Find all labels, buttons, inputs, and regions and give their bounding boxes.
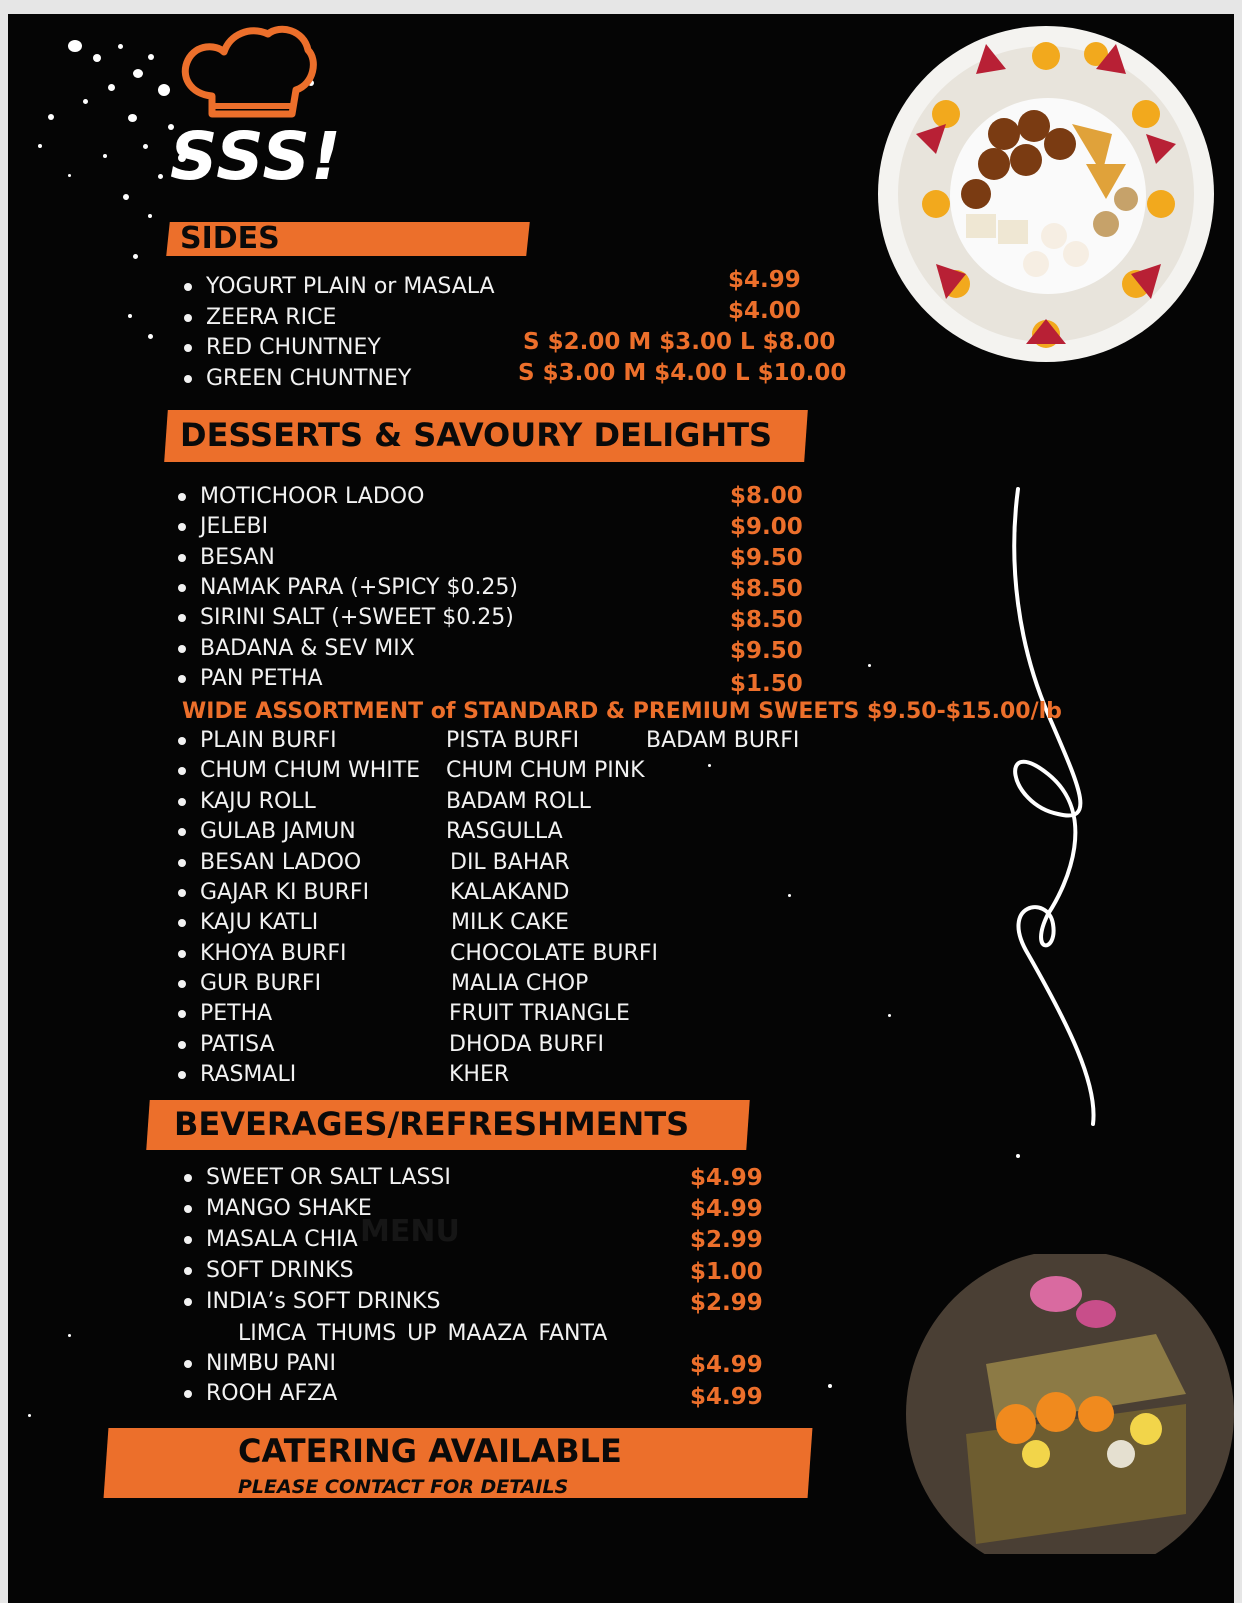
sides-item-price: $4.99 [728,267,801,293]
dessert-item-name: PAN PETHA [200,666,323,691]
beverage-item-price: $4.99 [690,1165,763,1191]
sweet-name: KHOYA BURFI [200,941,347,966]
dessert-item-name: BESAN [200,545,275,570]
sweet-name: CHUM CHUM WHITE [200,758,421,783]
sweet-name: MILK CAKE [451,910,569,935]
sweet-name: MALIA CHOP [451,971,589,996]
sweet-name: DHODA BURFI [449,1032,605,1057]
sweet-name: PATISA [200,1032,275,1057]
dessert-item-price: $9.50 [730,545,803,571]
dessert-item-name: BADANA & SEV MIX [200,636,415,661]
sweet-name: PLAIN BURFI [200,728,337,753]
sweet-name: RASGULLA [446,819,563,844]
catering-title: CATERING AVAILABLE [238,1432,622,1470]
sweet-name: KALAKAND [450,880,570,905]
dessert-item-name: NAMAK PARA (+SPICY $0.25) [200,575,519,600]
sweet-name: CHOCOLATE BURFI [450,941,658,966]
chef-hat-icon [172,16,322,126]
beverage-item-price: $1.00 [690,1259,763,1285]
assortment-note: WIDE ASSORTMENT of STANDARD & PREMIUM SWEETS $9.50-$15.00/lb [182,699,1062,724]
sweet-name: BADAM ROLL [446,789,591,814]
beverage-item-price: $2.99 [690,1290,763,1316]
beverage-item-price: $4.99 [690,1384,763,1410]
dessert-item-name: SIRINI SALT (+SWEET $0.25) [200,605,514,630]
catering-subtitle: PLEASE CONTACT FOR DETAILS [238,1476,569,1498]
sides-item-price: $4.00 [728,298,801,324]
sweet-name: DIL BAHAR [450,850,570,875]
sides-item-name: ZEERA RICE [206,305,337,330]
decorative-squiggle [988,484,1118,1134]
beverage-item-name: INDIA’s SOFT DRINKS [206,1289,441,1314]
beverage-item-name: MASALA CHIA [206,1227,358,1252]
sides-title: SIDES [180,221,280,256]
sweet-name: BADAM BURFI [646,728,800,753]
dessert-item-price: $8.50 [730,576,803,602]
sweet-name: GAJAR KI BURFI [200,880,370,905]
sweets-chest-image [906,1254,1234,1554]
beverage-item-name: SOFT DRINKS [206,1258,354,1283]
brand-logo-text: SSS! [170,118,342,195]
beverage-item-name: MANGO SHAKE [206,1196,372,1221]
beverage-item-name: NIMBU PANI [206,1351,336,1376]
beverage-item-price: $2.99 [690,1227,763,1253]
sweet-name: BESAN LADOO [200,850,362,875]
dessert-item-price: $8.00 [730,483,803,509]
sweet-name: KHER [449,1062,510,1087]
sweet-name: PISTA BURFI [446,728,580,753]
faint-menu-text: MENU [360,1214,460,1249]
beverage-item-name: SWEET OR SALT LASSI [206,1165,451,1190]
sweets-plate-image [876,14,1216,386]
sides-item-name: GREEN CHUNTNEY [206,366,412,391]
dessert-item-price: $1.50 [730,671,803,697]
sweet-name: GUR BURFI [200,971,322,996]
sides-item-name: RED CHUNTNEY [206,335,381,360]
menu-page [8,14,1234,1603]
sweet-name: RASMALI [200,1062,297,1087]
dessert-item-price: $8.50 [730,607,803,633]
sweet-name: PETHA [200,1001,273,1026]
dessert-item-name: MOTICHOOR LADOO [200,484,425,509]
beverages-title: BEVERAGES/REFRESHMENTS [174,1105,690,1143]
sweet-name: KAJU KATLI [200,910,319,935]
dessert-item-name: JELEBI [200,514,269,539]
beverage-item-price: $4.99 [690,1196,763,1222]
sides-item-price: S $3.00 M $4.00 L $10.00 [518,360,847,386]
sweet-name: KAJU ROLL [200,789,316,814]
dessert-item-price: $9.50 [730,638,803,664]
beverage-item-name: ROOH AFZA [206,1381,338,1406]
sweet-name: CHUM CHUM PINK [446,758,645,783]
dessert-item-price: $9.00 [730,514,803,540]
sweet-name: FRUIT TRIANGLE [449,1001,630,1026]
india-soft-drinks-list: LIMCA THUMS UP MAAZA FANTA [238,1321,608,1346]
sides-item-name: YOGURT PLAIN or MASALA [206,274,495,299]
beverage-item-price: $4.99 [690,1352,763,1378]
desserts-title: DESSERTS & SAVOURY DELIGHTS [180,416,773,454]
sweet-name: GULAB JAMUN [200,819,356,844]
sides-item-price: S $2.00 M $3.00 L $8.00 [523,329,836,355]
